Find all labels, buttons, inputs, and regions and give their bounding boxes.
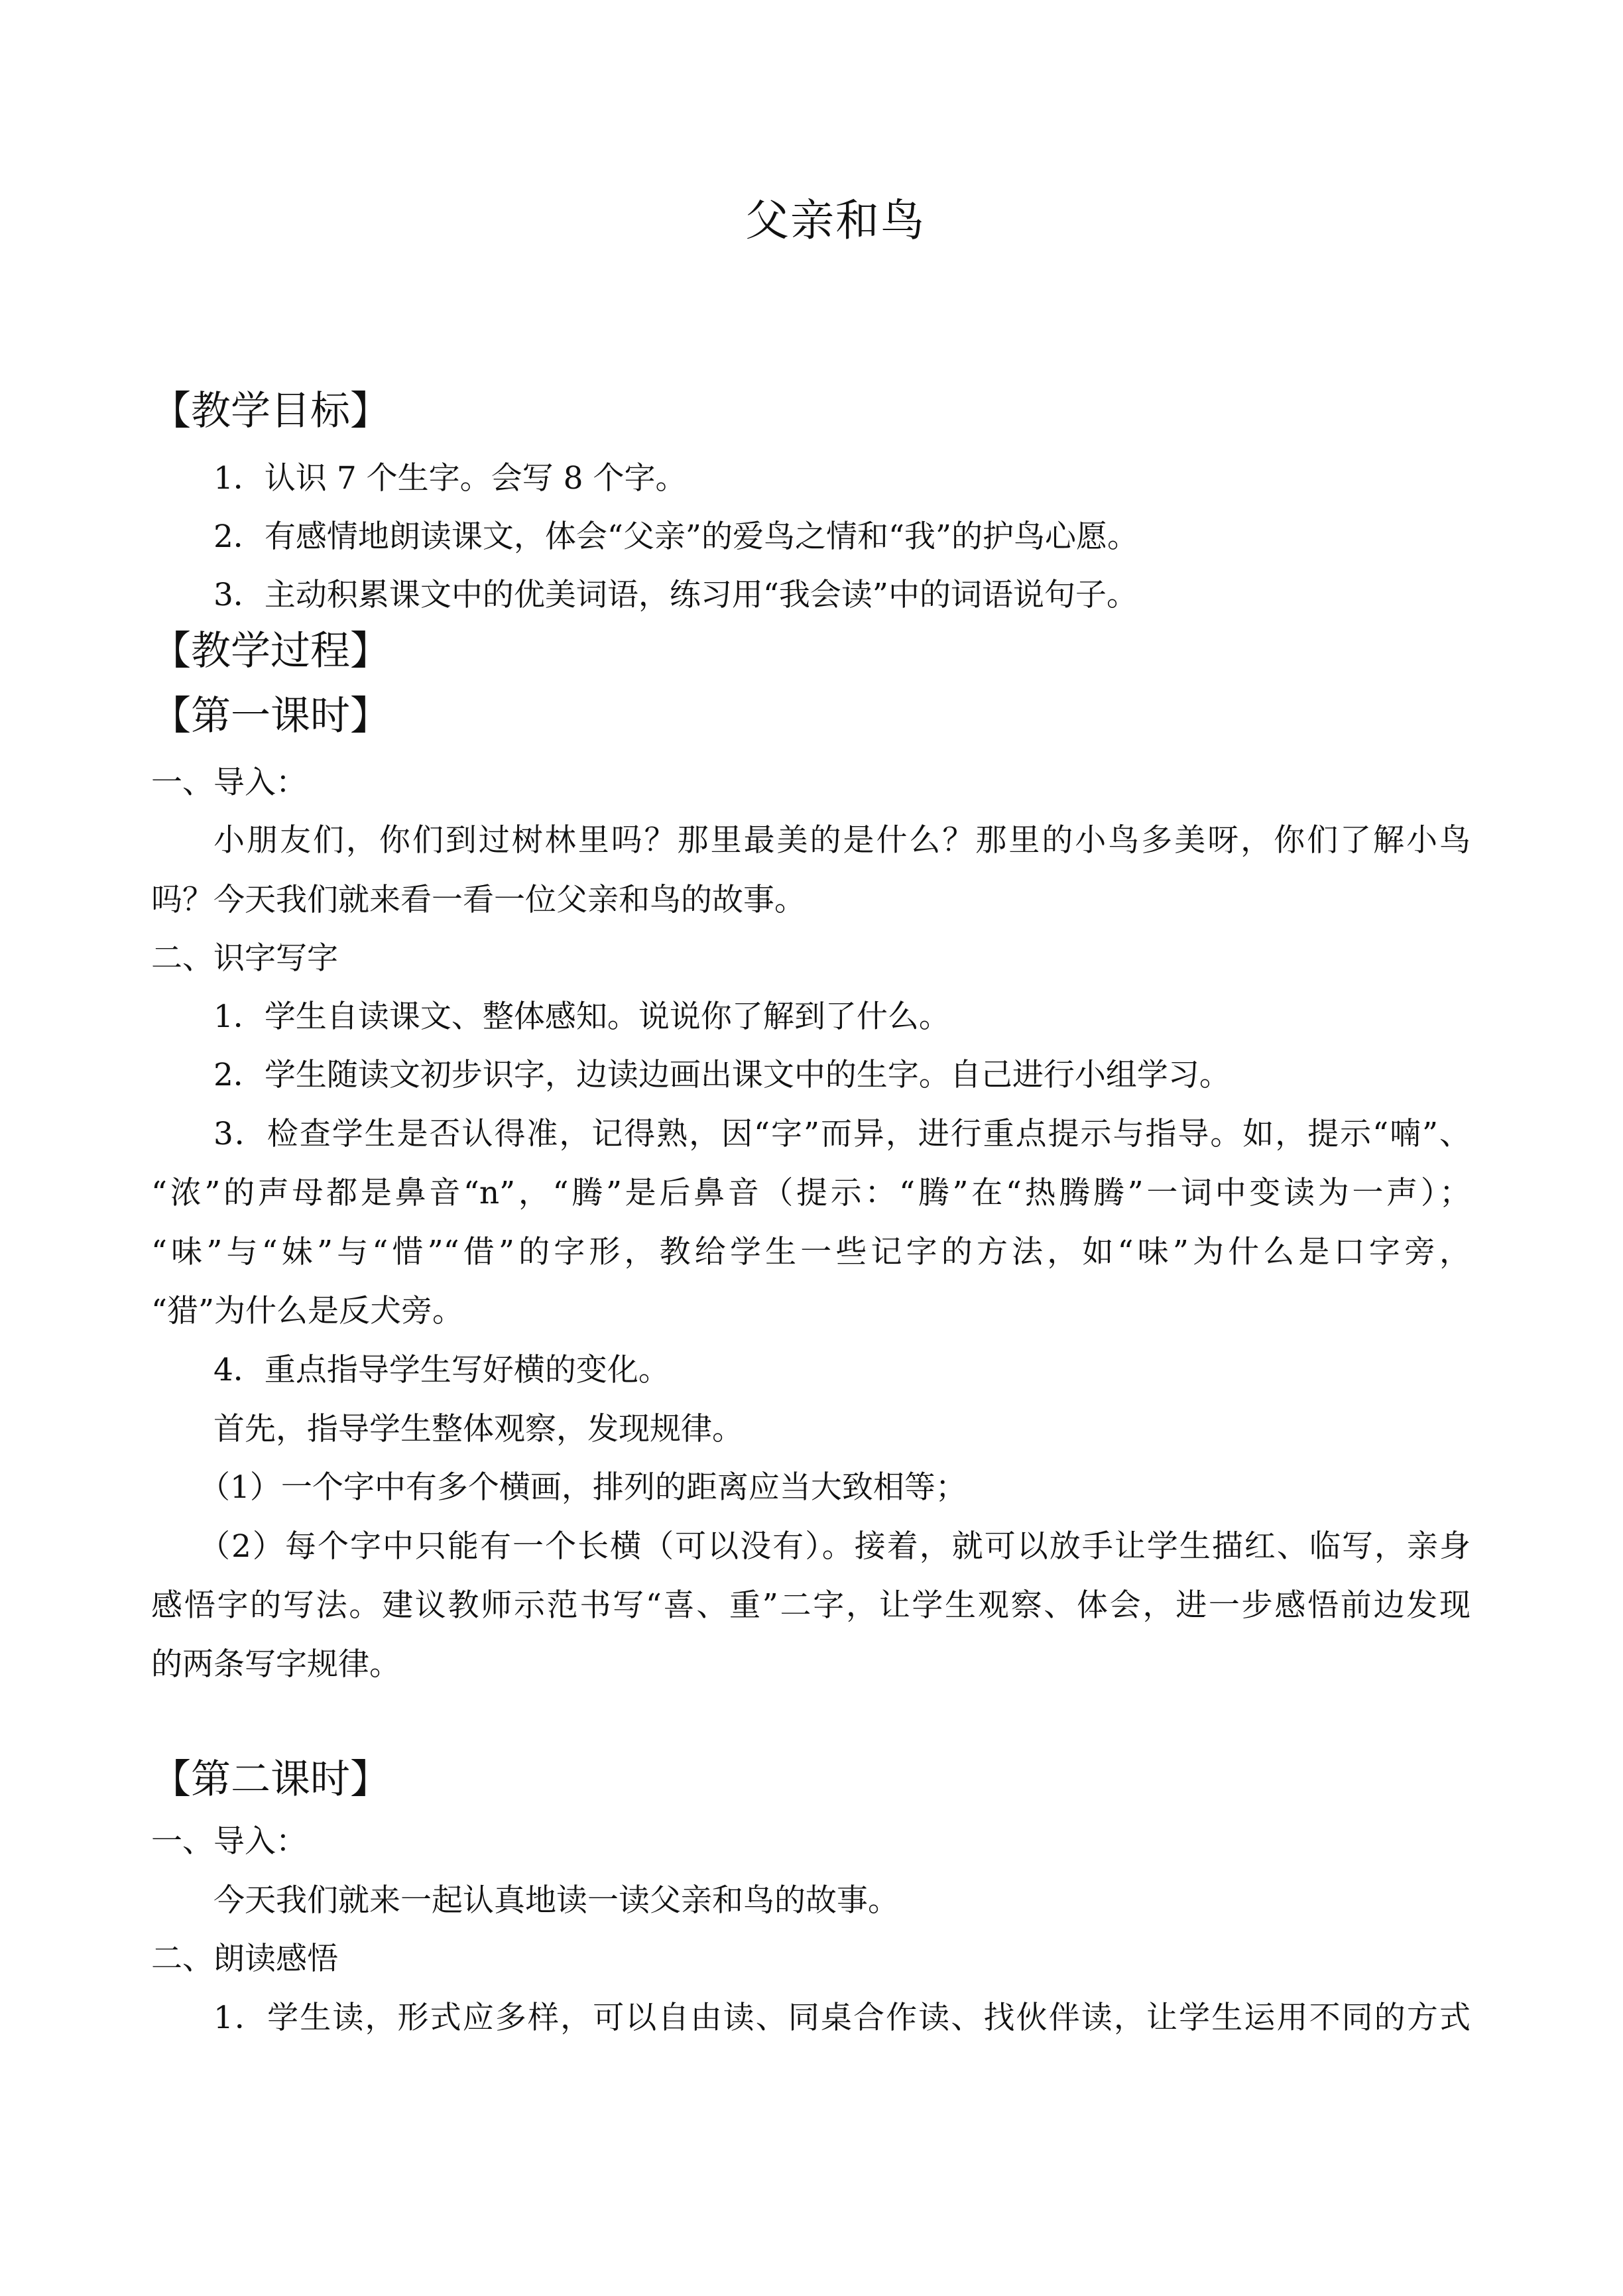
lesson-two-read-step-1: 1．学生读，形式应多样，可以自由读、同桌合作读、找伙伴读，让学生运用不同的方式 [213, 2000, 1471, 2036]
lesson-one-chars-heading: 二、识字写字 [151, 940, 338, 977]
goal-item-2: 2．有感情地朗读课文，体会“父亲”的爱鸟之情和“我”的护鸟心愿。 [213, 518, 1139, 555]
goal-item-1: 1．认识 7 个生字。会写 8 个字。 [213, 460, 687, 497]
chars-step-3-line-1: 3．检查学生是否认得准，记得熟，因“字”而异，进行重点提示与指导。如，提示“喃”、 [213, 1116, 1471, 1152]
lesson-two-heading: 【第二课时】 [151, 1756, 390, 1803]
goal-item-3: 3．主动积累课文中的优美词语，练习用“我会读”中的词语说句子。 [213, 577, 1138, 613]
writing-rule-2-line-2: 感悟字的写法。建议教师示范书写“喜、重”二字，让学生观察、体会，进一步感悟前边发现 [151, 1587, 1471, 1624]
writing-rule-1: （1）一个字中有多个横画，排列的距离应当大致相等； [199, 1469, 967, 1506]
lesson-two-intro-heading: 一、导入： [151, 1823, 307, 1860]
chars-step-3-line-3: “味”与“妹”与“惜”“借”的字形，教给学生一些记字的方法，如“味”为什么是口字旁， [151, 1234, 1471, 1270]
lesson-one-heading: 【第一课时】 [151, 693, 390, 739]
chars-step-2: 2．学生随读文初步识字，边读边画出课文中的生字。自己进行小组学习。 [213, 1057, 1231, 1093]
lesson-two-intro-text: 今天我们就来一起认真地读一读父亲和鸟的故事。 [213, 1882, 899, 1919]
lesson-one-intro-line-2: 吗？今天我们就来看一看一位父亲和鸟的故事。 [151, 882, 806, 918]
writing-rule-2-line-3: 的两条写字规律。 [151, 1646, 400, 1683]
lesson-one-intro-line-1: 小朋友们，你们到过树林里吗？那里最美的是什么？那里的小鸟多美呀，你们了解小鸟 [213, 822, 1471, 859]
document-title: 父亲和鸟 [745, 195, 926, 246]
chars-step-1: 1．学生自读课文、整体感知。说说你了解到了什么。 [213, 998, 950, 1035]
writing-rule-2-line-1: （2）每个字中只能有一个长横（可以没有）。接着，就可以放手让学生描红、临写，亲身 [199, 1528, 1471, 1565]
chars-step-3-line-4: “猎”为什么是反犬旁。 [151, 1293, 464, 1329]
lesson-one-intro-heading: 一、导入： [151, 764, 307, 801]
teaching-process-heading: 【教学过程】 [151, 628, 390, 674]
teaching-goals-heading: 【教学目标】 [151, 388, 390, 434]
observe-instruction: 首先，指导学生整体观察，发现规律。 [213, 1411, 743, 1447]
chars-step-3-line-2: “浓”的声母都是鼻音“n”，“腾”是后鼻音（提示：“腾”在“热腾腾”一词中变读为一声）； [151, 1175, 1471, 1211]
chars-step-4: 4．重点指导学生写好横的变化。 [213, 1352, 670, 1388]
lesson-two-read-heading: 二、朗读感悟 [151, 1941, 338, 1977]
